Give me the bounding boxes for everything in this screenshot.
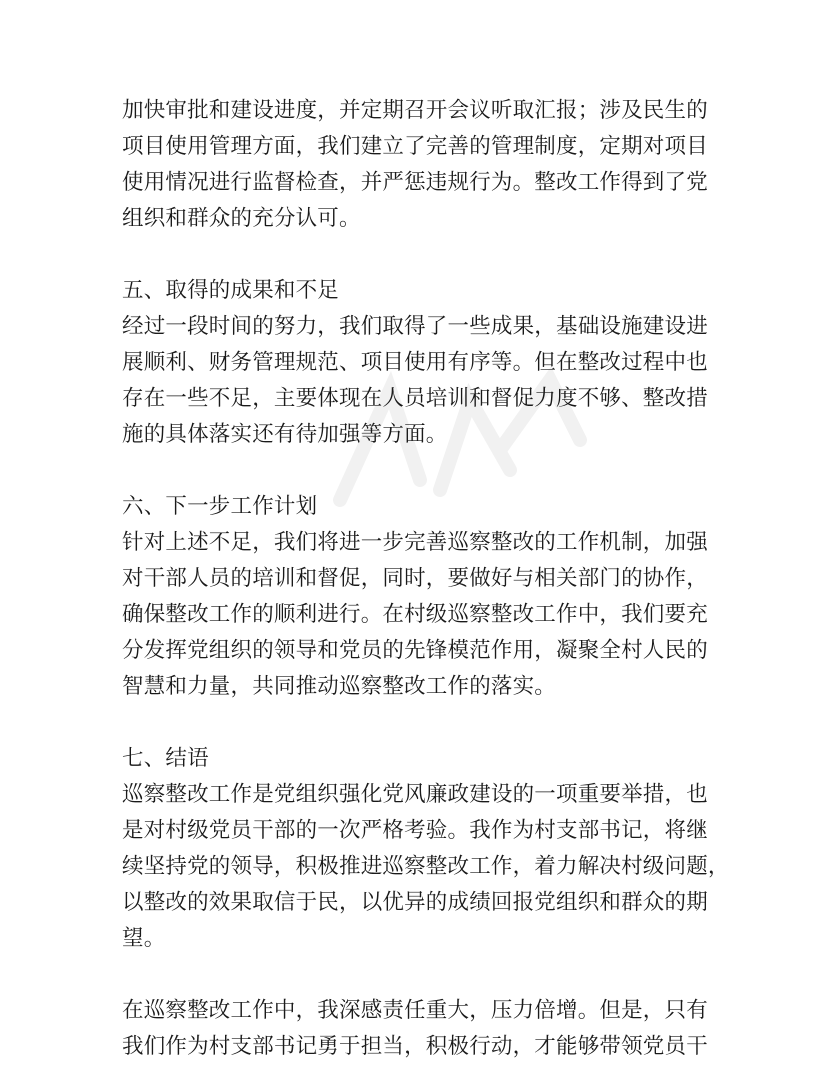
section-conclusion xyxy=(122,741,730,957)
section-heading: 七、结语 xyxy=(122,746,209,771)
text-line: 确保整改工作的顺利进行。在村级巡察整改工作中，我们要充 xyxy=(122,602,708,627)
text-line: 分发挥党组织的领导和党员的先锋模范作用，凝聚全村人民的 xyxy=(122,638,708,663)
text-line: 项目使用管理方面，我们建立了完善的管理制度，定期对项目 xyxy=(122,134,708,159)
section-results xyxy=(122,273,722,453)
paragraph-spacer xyxy=(122,453,722,489)
text-line: 展顺利、财务管理规范、项目使用有序等。但在整改过程中也 xyxy=(122,350,708,375)
text-line: 是对村级党员干部的一次严格考验。我作为村支部书记，将继 xyxy=(122,818,708,843)
text-line: 续坚持党的领导，积极推进巡察整改工作，着力解决村级问题， xyxy=(122,854,730,879)
paragraph-spacer xyxy=(122,957,722,993)
text-line: 使用情况进行监督检查，并严惩违规行为。整改工作得到了党 xyxy=(122,170,708,195)
text-line: 巡察整改工作是党组织强化党风廉政建设的一项重要举措，也 xyxy=(122,782,708,807)
text-line: 经过一段时间的努力，我们取得了一些成果，基础设施建设进 xyxy=(122,314,708,339)
text-line: 对干部人员的培训和督促，同时，要做好与相关部门的协作， xyxy=(122,566,708,591)
text-line: 存在一些不足，主要体现在人员培训和督促力度不够、整改措 xyxy=(122,386,708,411)
section-heading: 六、下一步工作计划 xyxy=(122,494,318,519)
text-line: 加快审批和建设进度，并定期召开会议听取汇报；涉及民生的 xyxy=(122,98,708,123)
paragraph xyxy=(122,93,722,237)
paragraph-spacer xyxy=(122,237,722,273)
text-line: 在巡察整改工作中，我深感责任重大，压力倍增。但是，只有 xyxy=(122,998,708,1023)
section-heading: 五、取得的成果和不足 xyxy=(122,278,340,303)
text-line: 针对上述不足，我们将进一步完善巡察整改的工作机制，加强 xyxy=(122,530,708,555)
paragraph-spacer xyxy=(122,705,722,741)
section-next-steps xyxy=(122,489,722,705)
text-line: 智慧和力量，共同推动巡察整改工作的落实。 xyxy=(122,674,557,699)
text-line: 以整改的效果取信于民，以优异的成绩回报党组织和群众的期 xyxy=(122,890,708,915)
document-body xyxy=(122,93,730,1065)
paragraph xyxy=(122,993,722,1065)
text-line: 望。 xyxy=(122,926,166,951)
text-line: 施的具体落实还有待加强等方面。 xyxy=(122,422,448,447)
text-line: 我们作为村支部书记勇于担当，积极行动，才能够带领党员干 xyxy=(122,1034,708,1059)
text-line: 组织和群众的充分认可。 xyxy=(122,206,361,231)
